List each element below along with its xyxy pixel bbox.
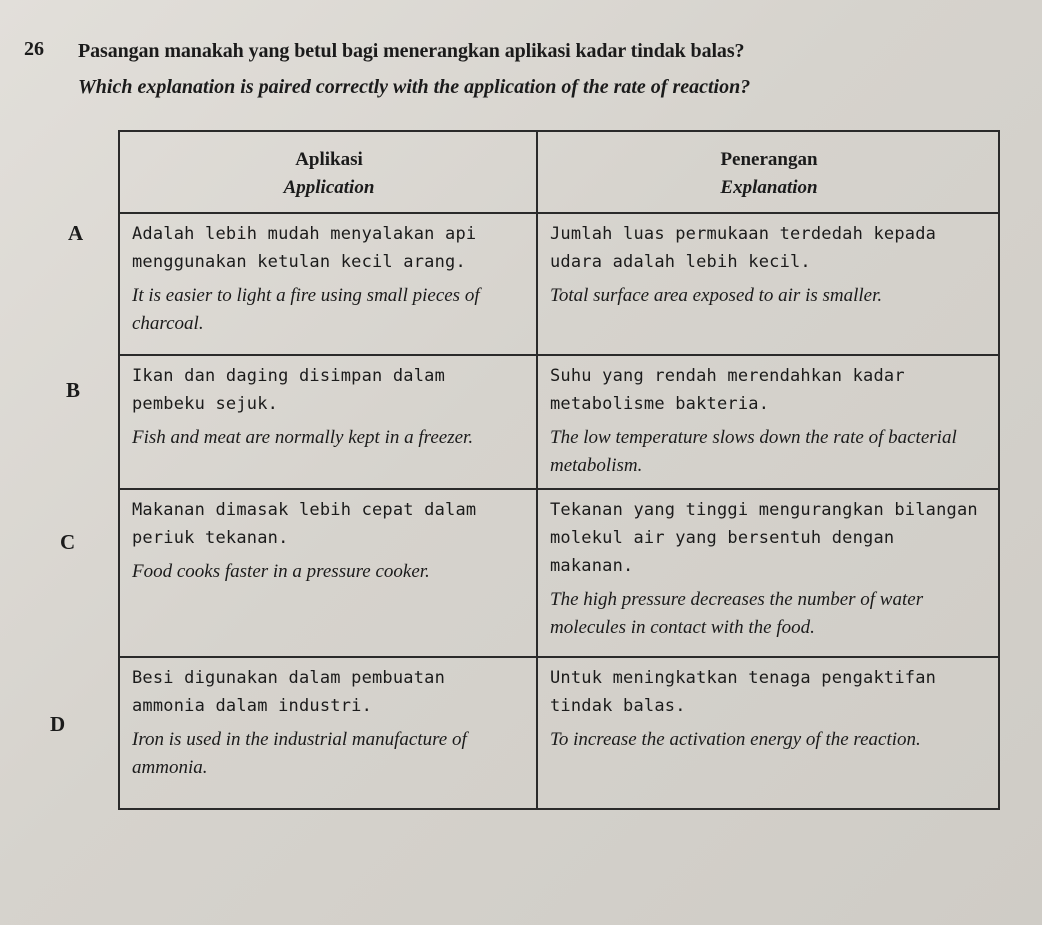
application-malay: Adalah lebih mudah menyalakan api menggunakan ketulan kecil arang. — [132, 224, 477, 272]
header-explanation-english: Explanation — [720, 177, 818, 198]
explanation-english: The high pressure decreases the number of water molecules in contact with the food. — [550, 589, 924, 638]
option-letter-c[interactable]: C — [60, 530, 76, 554]
application-cell — [119, 355, 537, 489]
header-application-malay: Aplikasi — [295, 149, 363, 170]
explanation-cell — [537, 213, 999, 355]
option-letter-b[interactable]: B — [66, 378, 81, 402]
explanation-malay: Tekanan yang tinggi mengurangkan bilangan molekul air yang bersentuh dengan makanan. — [550, 500, 978, 576]
application-cell — [119, 489, 537, 657]
application-english: Food cooks faster in a pressure cooker. — [132, 561, 430, 582]
option-letter-d[interactable]: D — [50, 712, 66, 736]
options-table — [118, 130, 1000, 810]
explanation-malay: Suhu yang rendah merendahkan kadar metabolisme bakteria. — [550, 366, 905, 414]
question-number: 26 — [24, 38, 44, 60]
application-malay: Makanan dimasak lebih cepat dalam periuk tekanan. — [132, 500, 477, 548]
application-english: Iron is used in the industrial manufacture of ammonia. — [132, 729, 467, 778]
option-row-b[interactable] — [119, 355, 999, 489]
application-english: Fish and meat are normally kept in a freezer. — [132, 427, 474, 448]
explanation-english: To increase the activation energy of the reaction. — [550, 729, 921, 750]
application-cell — [119, 657, 537, 809]
application-cell — [119, 213, 537, 355]
explanation-malay: Untuk meningkatkan tenaga pengaktifan tindak balas. — [550, 668, 937, 716]
question-text-english: Which explanation is paired correctly with the application of the rate of reaction? — [78, 76, 751, 98]
explanation-malay: Jumlah luas permukaan terdedah kepada udara adalah lebih kecil. — [550, 224, 937, 272]
option-letter-a[interactable]: A — [68, 221, 84, 245]
explanation-cell — [537, 489, 999, 657]
application-malay: Besi digunakan dalam pembuatan ammonia dalam industri. — [132, 668, 446, 716]
question-text-malay: Pasangan manakah yang betul bagi menerangkan aplikasi kadar tindak balas? — [78, 40, 745, 62]
header-explanation — [537, 131, 999, 213]
explanation-cell — [537, 355, 999, 489]
option-row-c[interactable] — [119, 489, 999, 657]
header-application-english: Application — [283, 177, 375, 198]
application-malay: Ikan dan daging disimpan dalam pembeku sejuk. — [132, 366, 446, 414]
header-application — [119, 131, 537, 213]
explanation-cell — [537, 657, 999, 809]
application-english: It is easier to light a fire using small pieces of charcoal. — [132, 285, 480, 334]
table-header-row — [119, 131, 999, 213]
option-row-a[interactable] — [119, 213, 999, 355]
option-row-d[interactable] — [119, 657, 999, 809]
header-explanation-malay: Penerangan — [720, 149, 818, 170]
explanation-english: Total surface area exposed to air is smaller. — [550, 285, 883, 306]
options-table-wrapper — [118, 130, 998, 810]
explanation-english: The low temperature slows down the rate of bacterial metabolism. — [550, 427, 957, 476]
